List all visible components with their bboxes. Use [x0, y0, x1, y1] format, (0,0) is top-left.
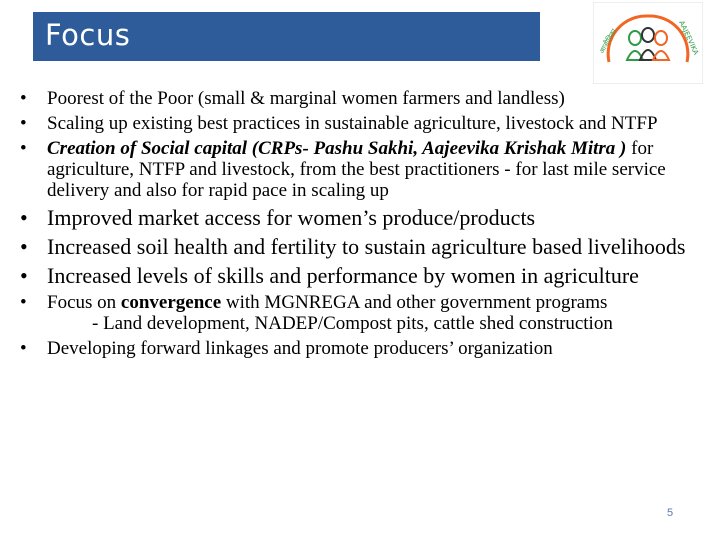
- bullet-text: Increased levels of skills and performance by women in agriculture: [47, 263, 639, 288]
- bullet-text: Increased soil health and fertility to sustain agriculture based livelihoods: [47, 234, 686, 259]
- bullet-text: for agriculture, NTFP and livestock, from the best practitioners - for last mile service delivery and also for rapid pace in scaling up: [47, 138, 666, 201]
- bullet-item: [20, 263, 700, 288]
- bullet-bold: convergence: [120, 292, 222, 313]
- bullet-item: [20, 205, 700, 230]
- bullet-item: [20, 113, 700, 134]
- logo-text-right: AAJEEVIKA: [677, 19, 700, 57]
- bullet-text: Improved market access for women’s produce/products: [47, 205, 536, 230]
- bullet-text: Scaling up existing best practices in sustainable agriculture, livestock and NTFP: [47, 113, 658, 134]
- bullet-prefix: Focus on: [47, 292, 121, 313]
- bullet-dot: •: [20, 88, 27, 109]
- bullet-dot: •: [20, 263, 28, 288]
- logo-text-left: आजीविका: [597, 27, 619, 55]
- bullet-emphasis: Creation of Social capital (CRPs- Pashu Sakhi, Aajeevika Krishak Mitra ): [47, 138, 627, 159]
- bullet-dot: •: [20, 292, 27, 313]
- bullet-dot: •: [20, 113, 27, 134]
- slide-title: Focus: [45, 18, 131, 52]
- bullet-suffix: with MGNREGA and other government programs: [221, 292, 608, 313]
- bullet-item: [20, 88, 700, 109]
- aajeevika-logo: [593, 2, 703, 84]
- bullet-item: [20, 138, 700, 201]
- bullet-item: [20, 338, 700, 359]
- bullet-item: [20, 292, 700, 334]
- bullet-dot: •: [20, 338, 27, 359]
- bullet-dot: •: [20, 205, 28, 230]
- bullet-list: [20, 84, 700, 359]
- page-number: 5: [667, 507, 674, 519]
- bullet-dot: •: [20, 234, 28, 259]
- title-bar: [33, 12, 540, 61]
- bullet-text: Developing forward linkages and promote producers’ organization: [47, 338, 553, 359]
- bullet-dot: •: [20, 138, 27, 159]
- bullet-text: Poorest of the Poor (small & marginal women farmers and landless): [47, 88, 565, 109]
- bullet-item: [20, 234, 700, 259]
- bullet-subtext: - Land development, NADEP/Compost pits, cattle shed construction: [92, 313, 613, 334]
